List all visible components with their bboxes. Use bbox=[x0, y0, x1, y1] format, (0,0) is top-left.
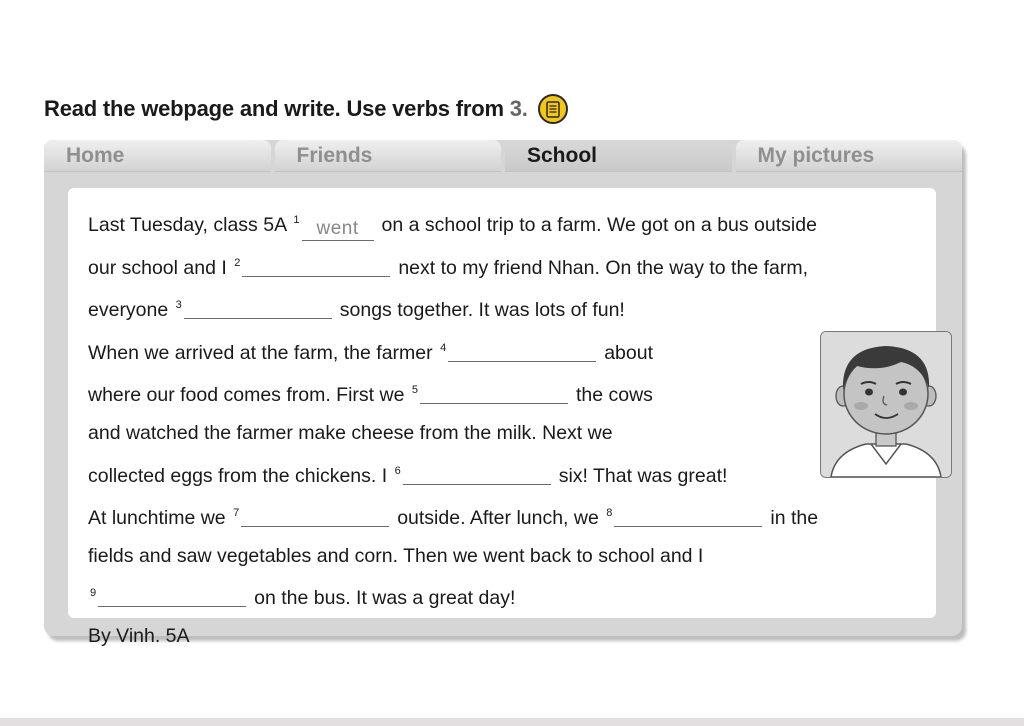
gap-number: 2 bbox=[234, 256, 241, 269]
passage-line: everyone $^3$ songs together. It was lots of fun! bbox=[88, 287, 908, 330]
instruction bbox=[44, 94, 568, 124]
boy-portrait-image bbox=[820, 331, 952, 478]
tab-bar bbox=[44, 140, 962, 174]
webpage-panel bbox=[44, 140, 962, 647]
example-answer: went bbox=[302, 218, 374, 241]
gap-number: 1 bbox=[293, 214, 300, 226]
answer-blank-2[interactable] bbox=[242, 254, 390, 277]
answer-blank-9[interactable] bbox=[98, 584, 246, 607]
gap-number: 8 bbox=[606, 507, 613, 520]
passage-line: collected eggs from the chickens. I $^6$ six! That was great! bbox=[88, 453, 908, 496]
passage-line: where our food comes from. First we $^5$ the cows bbox=[88, 372, 908, 415]
bottom-border bbox=[0, 718, 1024, 726]
instruction-text: Read the webpage and write. Use verbs from 3. bbox=[44, 96, 528, 121]
answer-blank-8[interactable] bbox=[614, 504, 762, 527]
answer-blank-3[interactable] bbox=[184, 296, 332, 319]
passage-line: $^9$ on the bus. It was a great day! bbox=[88, 575, 908, 618]
signature: By Vinh. 5A bbox=[88, 624, 190, 647]
webpage-content bbox=[68, 188, 936, 647]
tab-friends[interactable]: Friends bbox=[275, 140, 502, 172]
passage-line: our school and I $^2$ next to my friend Nhan. On the way to the farm, bbox=[88, 245, 908, 288]
tab-my-pictures[interactable]: My pictures bbox=[736, 140, 963, 172]
gap-number: 9 bbox=[90, 587, 97, 600]
tab-school[interactable]: School bbox=[505, 140, 732, 172]
passage-line: When we arrived at the farm, the farmer $^4$ about bbox=[88, 330, 908, 373]
passage-line: and watched the farmer make cheese from the milk. Next we bbox=[88, 421, 613, 444]
answer-blank-6[interactable] bbox=[403, 462, 551, 485]
tab-home[interactable]: Home bbox=[44, 140, 271, 172]
answer-blank-4[interactable] bbox=[448, 339, 596, 362]
passage-line: At lunchtime we $^7$ outside. After lunch, we $^8$ in the bbox=[88, 495, 908, 538]
passage-line: Last Tuesday, class 5A $^1$ went on a school trip to a farm. We got on a bus outside bbox=[88, 214, 817, 239]
passage-line: fields and saw vegetables and corn. Then we went back to school and I bbox=[88, 544, 704, 567]
document-icon bbox=[538, 94, 568, 124]
exercise-reference: 3. bbox=[509, 96, 528, 121]
gap-number: 4 bbox=[440, 341, 447, 354]
passage bbox=[88, 202, 908, 656]
gap-number: 5 bbox=[411, 384, 418, 397]
answer-blank-5[interactable] bbox=[420, 381, 568, 404]
gap-number: 6 bbox=[394, 464, 401, 477]
gap-number: 3 bbox=[175, 299, 182, 312]
answer-blank-7[interactable] bbox=[241, 504, 389, 527]
gap-number: 7 bbox=[233, 507, 240, 520]
